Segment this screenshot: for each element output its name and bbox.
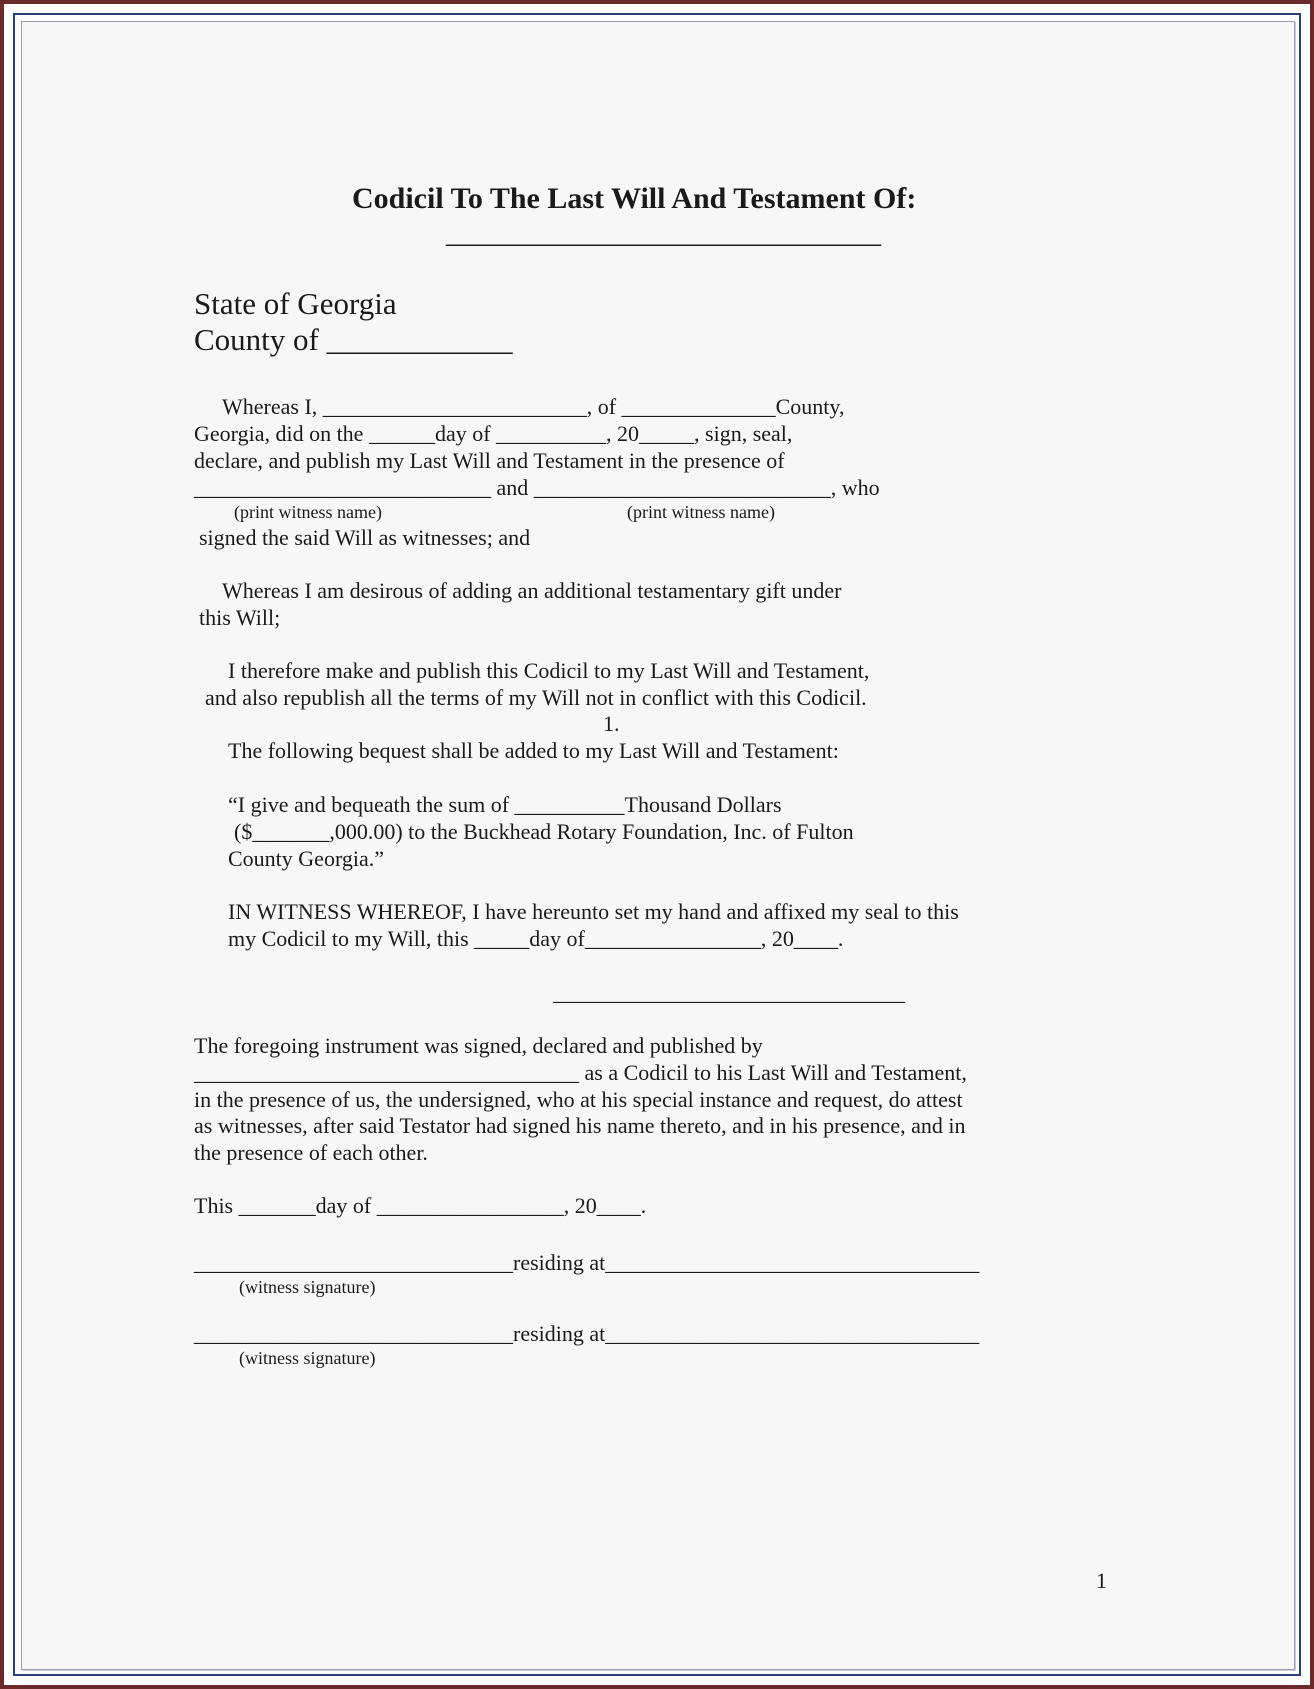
witness-name-caption-right: (print witness name) (627, 502, 775, 522)
bequest-quote-line-2: ($_______,000.00) to the Buckhead Rotary Foundation, Inc. of Fulton (234, 819, 854, 844)
witness-1-signature-blank: _____________________________ (194, 1250, 513, 1275)
witness-2-address-blank: __________________________________ (605, 1321, 980, 1346)
page-number: 1 (1096, 1568, 1107, 1593)
document-title: Codicil To The Last Will And Testament Of: (352, 182, 917, 215)
witness-whereof-line-2: my Codicil to my Will, this _____day of________________, 20____. (228, 926, 844, 951)
witness-2-signature-blank: _____________________________ (194, 1321, 513, 1346)
para3-line-2: and also republish all the terms of my Will not in conflict with this Codicil. (205, 685, 867, 710)
para1-line-3: declare, and publish my Last Will and Testament in the presence of (194, 448, 785, 473)
attestation-line-1: The foregoing instrument was signed, declared and published by (194, 1033, 763, 1058)
bequest-intro: The following bequest shall be added to my Last Will and Testament: (228, 738, 839, 763)
witness-1-caption: (witness signature) (239, 1277, 376, 1297)
para1-line-4: ___________________________ and ___________________________, who (194, 475, 880, 500)
section-number: 1. (603, 711, 620, 736)
witness-1-address-blank: __________________________________ (605, 1250, 980, 1275)
bequest-quote-line-1: “I give and bequeath the sum of __________Thousand Dollars (228, 792, 782, 817)
testator-signature-line: ________________________________ (553, 980, 905, 1005)
attestation-line-5: the presence of each other. (194, 1140, 428, 1165)
testator-name-blank: _____________________________ (446, 216, 881, 249)
para2-line-2: this Will; (199, 605, 281, 630)
attestation-line-4: as witnesses, after said Testator had signed his name thereto, and in his presence, and in (194, 1113, 966, 1138)
witness-name-caption-left: (print witness name) (234, 502, 382, 522)
witness-2-caption: (witness signature) (239, 1348, 376, 1368)
date-line: This _______day of _________________, 20____. (194, 1193, 647, 1218)
witness-1-signature-line (194, 1252, 979, 1274)
witness-2-signature-line (194, 1323, 979, 1345)
witness-2-residing-label: residing at (513, 1321, 606, 1346)
witness-whereof-line-1: IN WITNESS WHEREOF, I have hereunto set my hand and affixed my seal to this (228, 899, 959, 924)
document-page (21, 21, 1295, 1670)
state-line: State of Georgia (194, 286, 397, 321)
attestation-line-2: ___________________________________ as a Codicil to his Last Will and Testament, (194, 1060, 967, 1085)
para2-line-1: Whereas I am desirous of adding an additional testamentary gift under (222, 578, 842, 603)
bequest-quote-line-3: County Georgia.” (228, 846, 385, 871)
para3-line-1: I therefore make and publish this Codicil to my Last Will and Testament, (228, 658, 870, 683)
para1-line-1: Whereas I, ________________________, of ______________County, (222, 394, 845, 419)
para1-end: signed the said Will as witnesses; and (199, 525, 531, 550)
county-line: County of ____________ (194, 322, 513, 357)
witness-1-residing-label: residing at (513, 1250, 606, 1275)
para1-line-2: Georgia, did on the ______day of __________, 20_____, sign, seal, (194, 421, 793, 446)
attestation-line-3: in the presence of us, the undersigned, who at his special instance and request, do attest (194, 1087, 963, 1112)
